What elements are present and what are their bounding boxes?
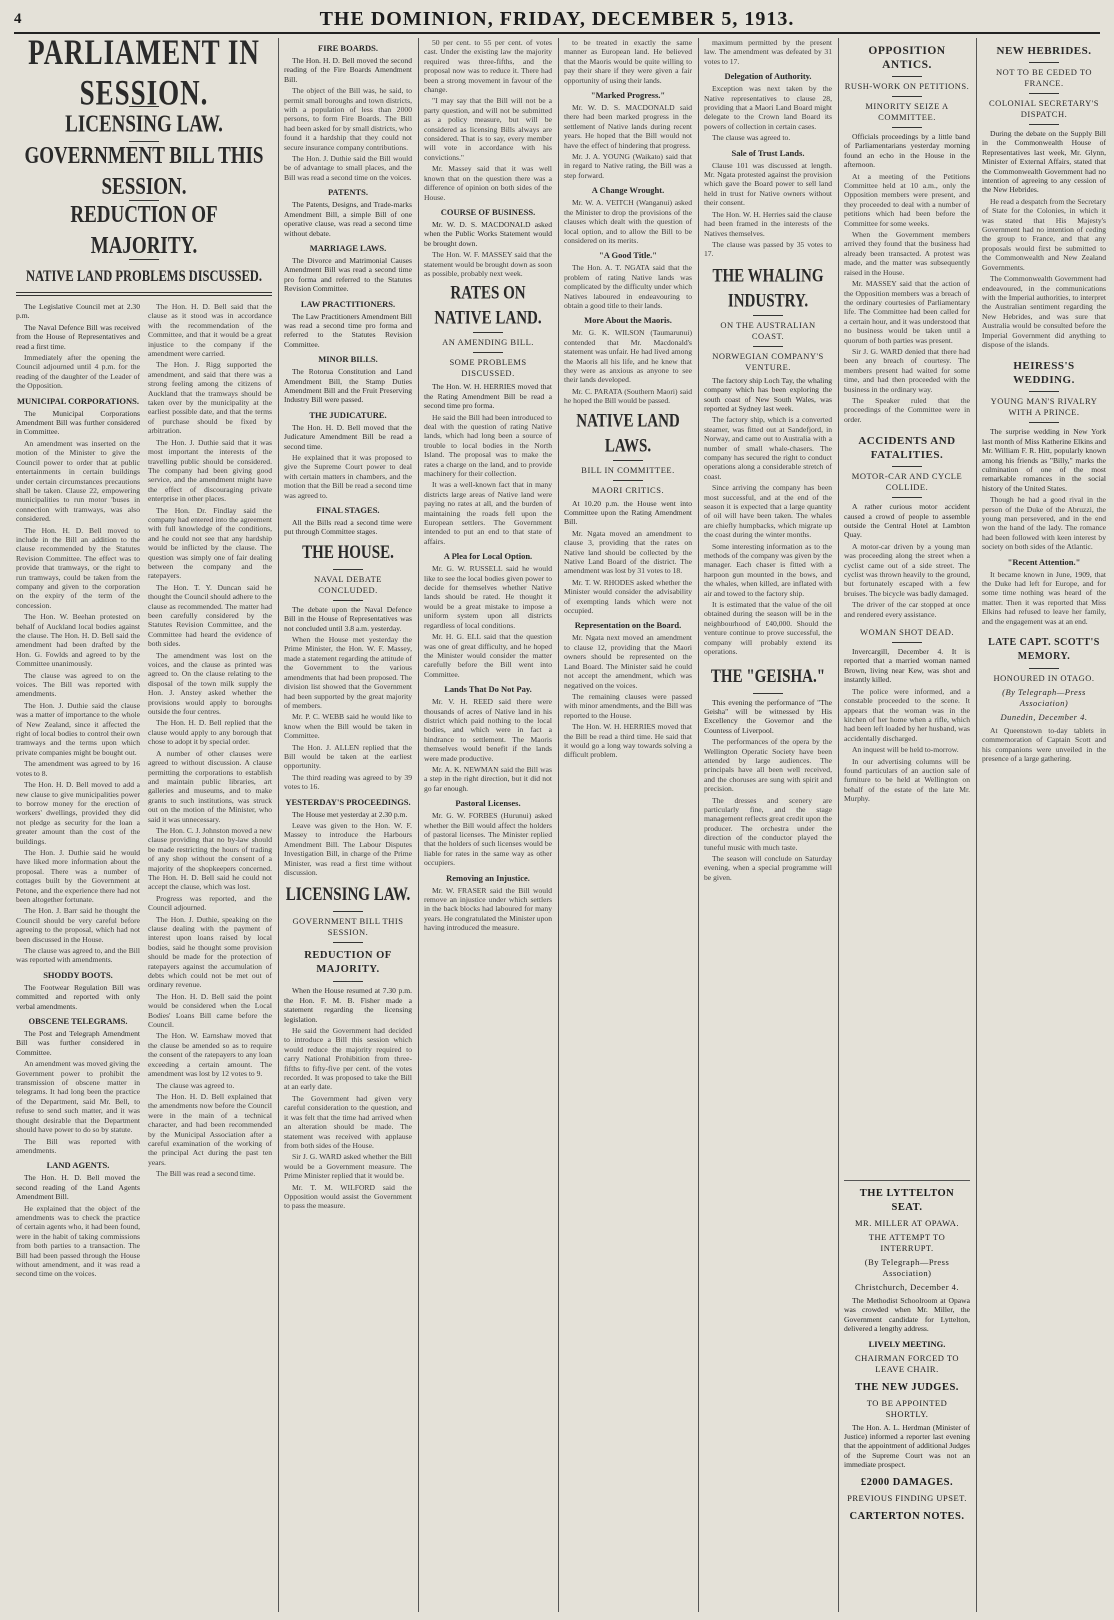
subhead-delegation: Delegation of Authority. [724,71,812,82]
deck-appointed: TO BE APPOINTED SHORTLY. [866,1397,948,1419]
subhead-lively: LIVELY MEETING. [868,1338,946,1349]
headline-accidents: ACCIDENTS AND FATALITIES. [858,435,956,462]
paragraph: The Legislative Council met at 2.30 p.m. [16,302,140,321]
subhead-recent: "Recent Attention." [1007,556,1081,567]
headline-heiress: HEIRESS'S WEDDING. [1013,360,1075,387]
credit-press-1: (By Telegraph—Press Association) [864,1257,950,1278]
subhead-change: A Change Wrought. [591,185,665,196]
headline-rates: RATES ON NATIVE LAND. [434,283,542,329]
column-opposition: OPPOSITION ANTICS. RUSH-WORK ON PETITIONS. MINORITY SEIZE A COMMITTEE. Officials proceedings by a little band of Parliamentarians yesterday morning found an echo in the House in the afternoon. At a meeting of the Petitions Committee held at 10 a.m., only the Opposition members were present, and they proceeded to deal with a number of petitions which had been before the Committee for some weeks. When the Government members arrived they found that the business had already been transacted. A protest was made, and the matter was subsequently raised in the House. Mr. MASSEY said that the action of the Opposition members was a breach of the ordinary courtesies of Parliamentary life. The Committee had been called for a certain hour, and it was understood that no business would be taken until a quorum of both parties was present. Sir J. G. WARD denied that there had been any breach of courtesy. The members present had waited for some time, and had then proceeded with the business in the ordinary way. The Speaker ruled that the proceedings of the Committee were in order. ACCIDENTS AND FATALITIES. MOTOR-CAR AND CYCLE COLLIDE. A rather curious motor accident caused a crowd of people to assemble outside the Central Hotel at Lambton Quay. A motor-car driven by a young man was proceeding along the street when a cyclist came out of a side street. The cyclist was thrown heavily to the ground, but fortunately escaped with a few bruises. The bicycle was badly damaged. The driver of the car stopped at once and rendered every assistance. WOMAN SHOT DEAD. Invercargill, December 4. It is reported that a married woman named Brown, living near Kew, was shot and instantly killed. The police were informed, and a constable proceeded to the scene. It appears that the woman was in the kitchen of her home when a rifle, which had been left loaded by her husband, was accidentally discharged. An inquest will be held to-morrow. In our advertising columns will be found particulars of an auction sale of furniture to be held at Wellington on behalf of the estate of the late Mr. Murphy. [844,45,970,804]
subhead-judicature: THE JUDICATURE. [309,409,387,420]
deck-attempt: THE ATTEMPT TO INTERRUPT. [868,1232,946,1253]
deck-previous: PREVIOUS FINDING UPSET. [847,1492,967,1503]
headline-geisha: THE "GEISHA." [710,666,826,687]
deck-reduction: REDUCTION OF MAJORITY. [70,201,218,260]
paragraph: The Hon. H. D. Bell moved the second reading of the Fire Boards Amendment Bill. [284,56,412,84]
column-rule [698,38,699,1612]
subhead-representation: Representation on the Board. [574,620,682,631]
paragraph: All the Bills read a second time were put through Committee stages. [284,518,412,537]
column-rates: 50 per cent. to 55 per cent. of votes cast. Under the existing law the majority required was three-fifths, and the proposal now was to reduce it. There had been a strong movement in favour of the change. "I may say that the Bill will not be a party question, and will not be submitted as a policy measure, but will be considered as licensing Bills always are considered. That is to say, every member will vote in accordance with his convictions." Mr. Massey said that it was well known that on the question there was a difference of opinion on both sides of the House. COURSE OF BUSINESS. Mr. W. D. S. MACDONALD asked when the Public Works Statement would be brought down. The Hon. W. F. MASSEY said that the statement would be brought down as soon as possible, probably next week. RATES ON NATIVE LAND. AN AMENDING BILL. SOME PROBLEMS DISCUSSED. The Hon. W. H. HERRIES moved that the Rating Amendment Bill be read a second time pro forma. He said the Bill had been introduced to deal with the question of rating Native lands, which had long been a source of trouble to local bodies in the North Island. The proposal was to make the rates a charge on the land, and to provide machinery for their collection. It was a well-known fact that in many districts large areas of Native land were paying no rates at all, and the burden of maintaining the roads fell upon the European settlers. The Government intended to put an end to that state of affairs. A Plea for Local Option. Mr. G. W. RUSSELL said he would like to see the local bodies given power to decide for themselves whether Native lands should be rated. He thought it would be a great mistake to impose a uniform system upon all districts regardless of local conditions. Mr. H. G. ELL said that the question was one of great difficulty, and he hoped the Minister would consider the matter carefully before the Bill went into Committee. Lands That Do Not Pay. Mr. V. H. REED said there were thousands of acres of Native land in his district which paid nothing to the local bodies, and which were in fact a hindrance to settlement. The Maoris themselves would benefit if the lands were made productive. Mr. A. K. NEWMAN said the Bill was a step in the right direction, but it did not go far enough. Pastoral Licenses. Mr. G. W. FORBES (Hurunui) asked whether the Bill would affect the holders of pastoral licenses. The Minister replied that the holders of such licenses would be liable for rates in the same way as other occupiers. Removing an Injustice. Mr. W. FRASER said the Bill would remove an injustice under which settlers in the back blocks had laboured for many years. He congratulated the Minister upon having introduced the measure. [424,38,552,933]
deck-problems: SOME PROBLEMS DISCUSSED. [449,357,527,379]
paragraph: The Hon. H. D. Bell moved that the Judicature Amendment Bill be read a second time. [284,422,412,451]
headline-opposition: OPPOSITION ANTICS. [868,45,946,71]
paragraph: Invercargill, December 4. It is reported that a married woman named Brown, living near Kew, was shot and instantly killed. [844,647,970,685]
paragraph: Officials proceedings by a little band of Parliamentarians yesterday morning found an echo in the House in the afternoon. [844,132,970,170]
subhead-course: COURSE OF BUSINESS. [440,206,536,217]
paragraph: The Rotorua Constitution and Land Amendment Bill, the Stamp Duties Amendment Bill and the Fruit Preserving Industry Bill were passed. [284,367,412,405]
subhead-shoddy: SHODDY BOOTS. [43,969,113,980]
paragraph: The House met yesterday at 2.30 p.m. [292,809,408,819]
dateline-christchurch: Christchurch, December 4. [854,1282,960,1292]
subhead-plea: A Plea for Local Option. [443,551,533,562]
deck-government-bill: GOVERNMENT BILL THIS SESSION. [24,142,264,201]
deck-rush: RUSH-WORK ON PETITIONS. [844,81,970,91]
paragraph: The Methodist Schoolroom at Opawa was crowded when Mr. Miller, the Government candidate for Lyttelton, delivered a lengthy address. [844,1296,970,1334]
paragraph: This evening the performance of "The Geisha" will be witnessed by His Excellency the Governor and the Countess of Liverpool. [704,697,832,735]
deck-licensing: LICENSING LAW. [65,110,223,138]
deck-native-land: NATIVE LAND PROBLEMS DISCUSSED. [26,267,262,285]
column-rule [558,38,559,1612]
subhead-land-agents: LAND AGENTS. [46,1160,110,1171]
deck-norwegian: NORWEGIAN COMPANY'S VENTURE. [712,350,824,372]
deck-coast: ON THE AUSTRALIAN COAST. [720,319,816,341]
paragraph: The factory ship Loch Tay, the whaling company which has been exploring the south coast of New South Wales, was reported at Sydney last week. [704,375,832,413]
subhead-lands: Lands That Do Not Pay. [444,684,532,695]
paragraph: The debate upon the Naval Defence Bill in the House of Representatives was not concluded until 3.8 a.m. yesterday. [284,604,412,633]
paragraph: The Hon. W. H. HERRIES moved that the Rating Amendment Bill be read a second time pro forma. [424,382,552,411]
subhead-more: More About the Maoris. [584,315,672,326]
masthead [14,6,1100,34]
deck-minority: MINORITY SEIZE A COMMITTEE. [865,101,949,122]
subhead-municipal: MUNICIPAL CORPORATIONS. [17,395,139,406]
column-native: to be treated in exactly the same manner as European land. He believed that the Maoris would be quite willing to pay their share if they were given a fair opportunity of using their lands. "Marked Progress." Mr. W. D. S. MACDONALD said there had been marked progress in the settlement of Native lands during recent years. He hoped that the Bill would not have the effect of hindering that progress. Mr. J. A. YOUNG (Waikato) said that in regard to Native rating, the Bill was a step forward. A Change Wrought. Mr. W. A. VEITCH (Wanganui) asked the Minister to drop the provisions of the clauses which dealt with the question of local option, and to allow the Bill to be considered on its merits. "A Good Title." The Hon. A. T. NGATA said that the problem of rating Native lands was complicated by the difficulty under which Natives laboured in endeavouring to obtain a good title to their lands. More About the Maoris. Mr. G. K. WILSON (Taumarunui) contended that Mr. Macdonald's statement was unfair. He had lived among the Maoris all his life, and he knew that they were as anxious as anyone to see their lands developed. Mr. C. PARATA (Southern Maori) said he hoped the Bill would be passed. NATIVE LAND LAWS. BILL IN COMMITTEE. MAORI CRITICS. At 10.20 p.m. the House went into Committee upon the Rating Amendment Bill. Mr. Ngata moved an amendment to clause 3, providing that the rates on Native land should be collected by the Native Land Board of the district. The amendment was lost by 31 votes to 18. Mr. T. W. RHODES asked whether the Minister would consider the advisability of exempting lands which were not occupied. Representation on the Board. Mr. Ngata next moved an amendment to clause 12, providing that the Maori owners should be represented on the Land Board. The Minister said he could not accept the amendment, which was negatived on the voices. The remaining clauses were passed with minor amendments, and the Bill was reported to the House. The Hon. W. H. HERRIES moved that the Bill be read a third time. He said that it would go a long way towards solving a difficult problem. [564,38,692,760]
column-whaling: maximum permitted by the present law. The amendment was defeated by 31 votes to 17. Delegation of Authority. Exception was next taken by the Native representatives to clause 28, providing that a Maori Land Board might delegate to the Crown land Board its powers of collection in certain cases. The clause was agreed to. Sale of Trust Lands. Clause 101 was discussed at length. Mr. Ngata protested against the provision which gave the Board power to sell land held in trust for Native owners without their consent. The Hon. W. H. Herries said the clause had been framed in the interests of the Natives themselves. The clause was passed by 35 votes to 17. THE WHALING INDUSTRY. ON THE AUSTRALIAN COAST. NORWEGIAN COMPANY'S VENTURE. The factory ship Loch Tay, the whaling company which has been exploring the south coast of New South Wales, was reported at Sydney last week. The factory ship, which is a converted steamer, was fitted out at Sandefjord, in Norway, and came out to Australia with a number of small whale-chasers. The company has secured the right to conduct operations along a considerable stretch of coast. Since arriving the company has been most successful, and at the end of the season it is expected that a large quantity of oil will have been taken. The whales are chiefly humpbacks, which migrate up the coast during the winter months. Some interesting information as to the methods of the company was given by the manager. Each chaser is fitted with a harpoon gun mounted in the bows, and the whales, when killed, are inflated with air and towed to the factory ship. It is estimated that the value of the oil obtained during the season will be in the neighbourhood of £40,000. Should the venture continue to prove successful, the company will probably extend its operations. THE "GEISHA." This evening the performance of "The Geisha" will be witnessed by His Excellency the Governor and the Countess of Liverpool. The performances of the opera by the Wellington Operatic Society have been attended by large audiences. The principals have all been well received, and the choruses are sung with spirit and precision. The dresses and scenery are particularly fine, and the stage management reflects great credit upon the producer. The orchestra under the direction of the conductor played the tuneful music with much taste. The season will conclude on Saturday evening, when a special programme will be given. [704,38,832,882]
column-rule [278,38,279,1612]
subhead-fire: FIRE BOARDS. [318,43,378,53]
deck-bill-committee: BILL IN COMMITTEE. [581,464,675,475]
paragraph: The Hon. H. D. Bell moved the second reading of the Land Agents Amendment Bill. [16,1173,140,1202]
paragraph: The surprise wedding in New York last month of Miss Katherine Elkins and Mr. William F. R. Hitt, popularly known among his friends as "Billy," marks the culmination of one of the most remarkable romances in the social history of the United States. [982,427,1106,493]
paragraph: When the House resumed at 7.30 p.m. the Hon. F. M. B. Fisher made a statement regarding the licensing legislation. [284,986,412,1024]
column-rule [976,38,977,1612]
deck-woman: WOMAN SHOT DEAD. [859,627,955,638]
deck-chairman: CHAIRMAN FORCED TO LEAVE CHAIR. [854,1352,960,1374]
subhead-marriage: MARRIAGE LAWS. [309,242,387,253]
deck-government-bill-2: GOVERNMENT BILL THIS SESSION. [292,916,404,938]
subhead-final: FINAL STAGES. [316,505,380,516]
deck-not-to-be-ceded: NOT TO BE CEDED TO FRANCE. [995,67,1093,88]
deck-motor: MOTOR-CAR AND CYCLE COLLIDE. [851,471,963,493]
subhead-good: "A Good Title." [598,250,657,261]
lyttelton-block [844,1180,970,1611]
deck-reduction-2: REDUCTION OF MAJORITY. [304,950,392,976]
paragraph: The Footwear Regulation Bill was committed and reported with only verbal amendments. [16,982,140,1011]
column-parliament: PARLIAMENT IN SESSION. LICENSING LAW. GOVERNMENT BILL THIS SESSION. REDUCTION OF MAJORITY. NATIVE LAND PROBLEMS DISCUSSED. The Legislative Council met at 2.30 p.m. The Naval Defence Bill was received from the House of Representatives and read a first time. Immediately after the opening the Council adjourned until 4 p.m. for the reading of the daughter of the Leader of the Opposition. MUNICIPAL CORPORATIONS. The Municipal Corporations Amendment Bill was further considered in Committee. An amendment was inserted on the motion of the Minister to give the Council power to order that at public entertainments in certain buildings under certain circumstances precautions shall be taken. Clause 22, empowering municipalities to run motor 'buses in connection with tramways, was also considered. The Hon. H. D. Bell moved to include in the Bill an addition to the clause recommended by the Statutes Revision Committee. The effect was to provide that tramways, or the right to run tramways, could be taken from the company and given to the corporation on the expiry of the term of the concession. The Hon. W. Beehan protested on behalf of Auckland local bodies against the clause. The Hon. H. D. Bell said the amendment had been drafted by the Hon. G. Fowlds and agreed to by the Committee unanimously. The clause was agreed to on the voices. The Bill was reported with amendments. The Hon. J. Duthie said the clause was a matter of importance to the whole of New Zealand, since it affected the right of local bodies to control their own tramways and the terms upon which private companies might be bought out. The amendment was agreed to by 16 votes to 8. The Hon. H. D. Bell moved to add a new clause to give municipalities power to borrow money for the erection of workers' dwellings, provided they did not pledge as security for the loan a greater amount than the cost of the buildings. The Hon. J. Duthie said he would have liked more information about the proposal. There was a number of cottages built by the Government at Petone, and the experience there had not been altogether fortunate. The Hon. J. Barr said he thought the Council should be very careful before agreeing to the proposal, which had not been discussed in the House. The clause was agreed to, and the Bill was reported with amendments. SHODDY BOOTS. The Footwear Regulation Bill was committed and reported with only verbal amendments. OBSCENE TELEGRAMS. The Post and Telegraph Amendment Bill was further considered in Committee. An amendment was moved giving the Government power to prohibit the transmission of obscene matter in telegrams. It had long been the practice of the Department, said Mr. Bell, to refuse to send such matter, and it was thought desirable that the Department should have power to do so by statute. The Bill was reported with amendments. LAND AGENTS. The Hon. H. D. Bell moved the second reading of the Land Agents Amendment Bill. He explained that the object of the amendments was to check the practice of certain agents who, it had been found, were in the habit of taking commissions from both parties to a transaction. The Bill had been passed through the House without amendment, and it was read a second time on the voices. The Hon. H. D. Bell said that the clause as it stood was in accordance with the recommendation of the Committee, and that it would be a great injustice to the company if the amendment were carried. The Hon. J. Rigg supported the amendment, and said that there was a strong feeling among the citizens of Auckland that the tramways should be taken over by the municipality at the earliest possible date, and that the terms of purchase should be fixed by arbitration. The Hon. J. Duthie said that it was most important the interests of the travelling public should be considered. The company had been giving good service, and the amendment might have the effect of discouraging private enterprise in other places. The Hon. Dr. Findlay said the company had entered into the agreement with full knowledge of the conditions, and he could not see that any hardship would be inflicted by the clause. The question was simply one of fair dealing between the company and the ratepayers. The Hon. T. Y. Duncan said he thought the Council should adhere to the clause as recommended. The matter had been carefully considered by the Statutes Revision Committee, and the Committee had heard the evidence of both sides. The amendment was lost on the voices, and the clause as printed was agreed to. On the clause relating to the disposal of the town milk supply the Hon. J. Anstey asked whether the provisions would apply to boroughs outside the four centres. The Hon. H. D. Bell replied that the clause would apply to any borough that chose to adopt it by special order. A number of other clauses were agreed to without discussion. A clause permitting the corporations to establish and maintain public libraries, art galleries and museums, and to make grants to such institutions, was struck out on the motion of the Minister, who said it was unnecessary. The Hon. C. J. Johnston moved a new clause providing that no by-law should be made restricting the hours of trading of any shop without the consent of a majority of the shopkeepers concerned. The Hon. H. D. Bell said he could not accept the clause, which was lost. Progress was reported, and the Council adjourned. The Hon. J. Duthie, speaking on the clause dealing with the payment of interest upon loans raised by local bodies, said he thought some provision should be made for the protection of ratepayers against the accumulation of debts which could not be met out of ordinary revenue. The Hon. H. D. Bell said the point would be considered when the Local Bodies' Loans Bill came before the Council. The Hon. W. Earnshaw moved that the clause be amended so as to require the consent of the ratepayers to any loan exceeding a certain amount. The amendment was lost by 12 votes to 9. The clause was agreed to. The Hon. H. D. Bell explained that the amendments now before the Council were in the main of a technical character, and had been recommended by the Municipal Association after a careful examination of the working of the principal Act during the past ten years. The Bill was read a second time. [16,38,272,1612]
paragraph: The Divorce and Matrimonial Causes Amendment Bill was read a second time pro forma and referred to the Statutes Revision Committee. [284,255,412,294]
paragraph: The Post and Telegraph Amendment Bill was further considered in Committee. [16,1029,140,1057]
headline-judges: THE NEW JUDGES. [855,1381,959,1393]
subhead-obscene: OBSCENE TELEGRAMS. [28,1016,128,1027]
paragraph: The Law Practitioners Amendment Bill was read a second time pro forma and referred to the Statutes Revision Committee. [284,311,412,349]
headline-scott: LATE CAPT. SCOTT'S MEMORY. [988,637,1100,663]
headline-hebrides: NEW HEBRIDES. [996,45,1092,57]
subhead-minor: MINOR BILLS. [318,354,378,365]
subhead-removing: Removing an Injustice. [446,872,530,883]
subhead-sale: Sale of Trust Lands. [731,147,805,158]
paragraph: Mr. W. D. S. MACDONALD asked when the Public Works Statement would be brought down. [424,219,552,248]
credit-press-2: (By Telegraph—Press Association) [1002,687,1086,709]
subhead-yesterday: YESTERDAY'S PROCEEDINGS. [285,796,411,807]
paragraph: A rather curious motor accident caused a crowd of people to assemble outside the Central Hotel at Lambton Quay. [844,502,970,540]
paragraph: The Patents, Designs, and Trade-marks Amendment Bill, a simple Bill of one operative clause, was read a second time without debate. [284,200,412,238]
subhead-patents: PATENTS. [327,187,369,198]
paragraph: The Municipal Corporations Amendment Bill was further considered in Committee. [16,408,140,437]
headline-parliament: PARLIAMENT IN SESSION. [28,38,260,113]
deck-amending: AN AMENDING BILL. [442,337,534,348]
paragraph: During the debate on the Supply Bill in the Commonwealth House of Representatives last week, Mr. Glynn, Minister of External Affairs, stated that the Commonwealth Government had no intention of agreeing to any cession of the New Hebrides. [982,129,1106,195]
subhead-marked: "Marked Progress." [590,90,666,101]
column-hebrides: NEW HEBRIDES. NOT TO BE CEDED TO FRANCE. COLONIAL SECRETARY'S DISPATCH. During the debate on the Supply Bill in the Commonwealth House of Representatives last week, Mr. Glynn, Minister of External Affairs, stated that the Commonwealth Government had no intention of agreeing to any cession of the New Hebrides. He read a despatch from the Secretary of State for the Colonies, in which it was stated that His Majesty's Government had no intention of ceding the group to France, and that any proposals would first be submitted to the Commonwealth and New Zealand Governments. The Commonwealth Government had endeavoured, in the communications with the Imperial authorities, to interpret the Australian sentiment regarding the New Hebrides, and was sure that Australia would be consulted before the Imperial Government did anything to dispose of the islands. HEIRESS'S WEDDING. YOUNG MAN'S RIVALRY WITH A PRINCE. The surprise wedding in New York last month of Miss Katherine Elkins and Mr. William F. R. Hitt, popularly known among his friends as "Billy," marks the culmination of one of the most remarkable romances in the social history of the United States. Though he had a good rival in the person of the Duke of the Abruzzi, the young man persevered, and in the end won the hand of the lady. The romance had been followed with keen interest by society on both sides of the Atlantic. "Recent Attention." It became known in June, 1909, that the Duke had left for Europe, and for some time nothing was heard of the matter. Then it was reported that Miss Elkins had refused to leave her family, and the engagement was at an end. LATE CAPT. SCOTT'S MEMORY. HONOURED IN OTAGO. (By Telegraph—Press Association) Dunedin, December 4. At Queenstown to-day tablets in commemoration of Captain Scott and his companions were unveiled in the presence of a large gathering. [982,38,1106,1612]
page-number: 4 [14,10,22,27]
column-fire-boards: FIRE BOARDS. The Hon. H. D. Bell moved the second reading of the Fire Boards Amendment Bill. The object of the Bill was, he said, to permit small boroughs and town districts, with a population of less than 2000 persons, to form Fire Boards. The Bill had been asked for by small districts, who found it a hardship that they could not secure insurance company contributions. The Hon. J. Duthie said the Bill would be of advantage to small places, and the Bill was read a second time on the voices. PATENTS. The Patents, Designs, and Trade-marks Amendment Bill, a simple Bill of one operative clause, was read a second time without debate. MARRIAGE LAWS. The Divorce and Matrimonial Causes Amendment Bill was read a second time pro forma and referred to the Statutes Revision Committee. LAW PRACTITIONERS. The Law Practitioners Amendment Bill was read a second time pro forma and referred to the Statutes Revision Committee. MINOR BILLS. The Rotorua Constitution and Land Amendment Bill, the Stamp Duties Amendment Bill and the Fruit Preserving Industry Bill were passed. THE JUDICATURE. The Hon. H. D. Bell moved that the Judicature Amendment Bill be read a second time. He explained that it was proposed to give the Supreme Court power to deal with certain matters in chambers, and the motion that the Bill be read a second time was agreed to. FINAL STAGES. All the Bills read a second time were put through Committee stages. THE HOUSE. NAVAL DEBATE CONCLUDED. The debate upon the Naval Defence Bill in the House of Representatives was not concluded until 3.8 a.m. yesterday. When the House met yesterday the Prime Minister, the Hon. W. F. Massey, made a statement regarding the attitude of the Government to the various amendments that had been proposed. The division list showed that the Government had been supported by the great majority of members. Mr. P. C. WEBB said he would like to know when the Bill would be taken in Committee. The Hon. J. ALLEN replied that the Bill would be taken at the earliest opportunity. The third reading was agreed to by 39 votes to 16. YESTERDAY'S PROCEEDINGS. The House met yesterday at 2.30 p.m. Leave was given to the Hon. W. F. Massey to introduce the Harbours Amendment Bill. The Labour Disputes Investigation Bill, in charge of the Prime Minister, was read a first time without discussion. LICENSING LAW. GOVERNMENT BILL THIS SESSION. REDUCTION OF MAJORITY. When the House resumed at 7.30 p.m. the Hon. F. M. B. Fisher made a statement regarding the licensing legislation. He said the Government had decided to introduce a Bill this session which would reduce the majority required to carry National Prohibition from three-fifths to fifty-five per cent. of the votes recorded. It was proposed to take the Bill at an early date. The Government had given very careful consideration to the question, and it was felt that the time had arrived when an alteration should be made. The statement was received with applause from both sides of the House. Sir J. G. WARD asked whether the Bill would be a Government measure. The Prime Minister replied that it would be. Mr. T. M. WILFORD said the Opposition would assist the Government to pass the measure. [284,43,412,1211]
deck-maori-critics: MAORI CRITICS. [591,484,665,495]
deck-honoured: HONOURED IN OTAGO. [993,673,1095,684]
deck-miller: MR. MILLER AT OPAWA. [854,1218,959,1228]
headline-whaling: THE WHALING INDUSTRY. [712,266,824,312]
paragraph: The Hon. A. L. Herdman (Minister of Justice) informed a reporter last evening that the appointment of additional Judges of the Supreme Court was not an immediate prospect. [844,1422,970,1470]
headline-house: THE HOUSE. [302,542,394,563]
paragraph: The Naval Defence Bill was received from the House of Representatives and read a first time. [16,322,140,351]
paragraph: At 10.20 p.m. the House went into Committee upon the Rating Amendment Bill. [564,498,692,527]
deck-colonial: COLONIAL SECRETARY'S DISPATCH. [989,98,1099,119]
headline-damages: £2000 DAMAGES. [860,1476,954,1488]
masthead-title: THE DOMINION, FRIDAY, DECEMBER 5, 1913. [319,7,795,30]
headline-carterton: CARTERTON NOTES. [849,1510,965,1522]
subhead-law: LAW PRACTITIONERS. [300,298,396,309]
deck-naval: NAVAL DEBATE CONCLUDED. [314,573,382,595]
headline-licensing: LICENSING LAW. [285,885,411,906]
headline-native: NATIVE LAND LAWS. [576,411,680,457]
headline-lyttelton: THE LYTTELTON SEAT. [859,1188,955,1213]
deck-young-man: YOUNG MAN'S RIVALRY WITH A PRINCE. [990,396,1098,418]
subhead-pastoral: Pastoral Licenses. [455,798,521,809]
column-rule [838,38,839,1612]
dateline-dunedin: Dunedin, December 4. [1000,712,1088,723]
column-rule [418,38,419,1612]
